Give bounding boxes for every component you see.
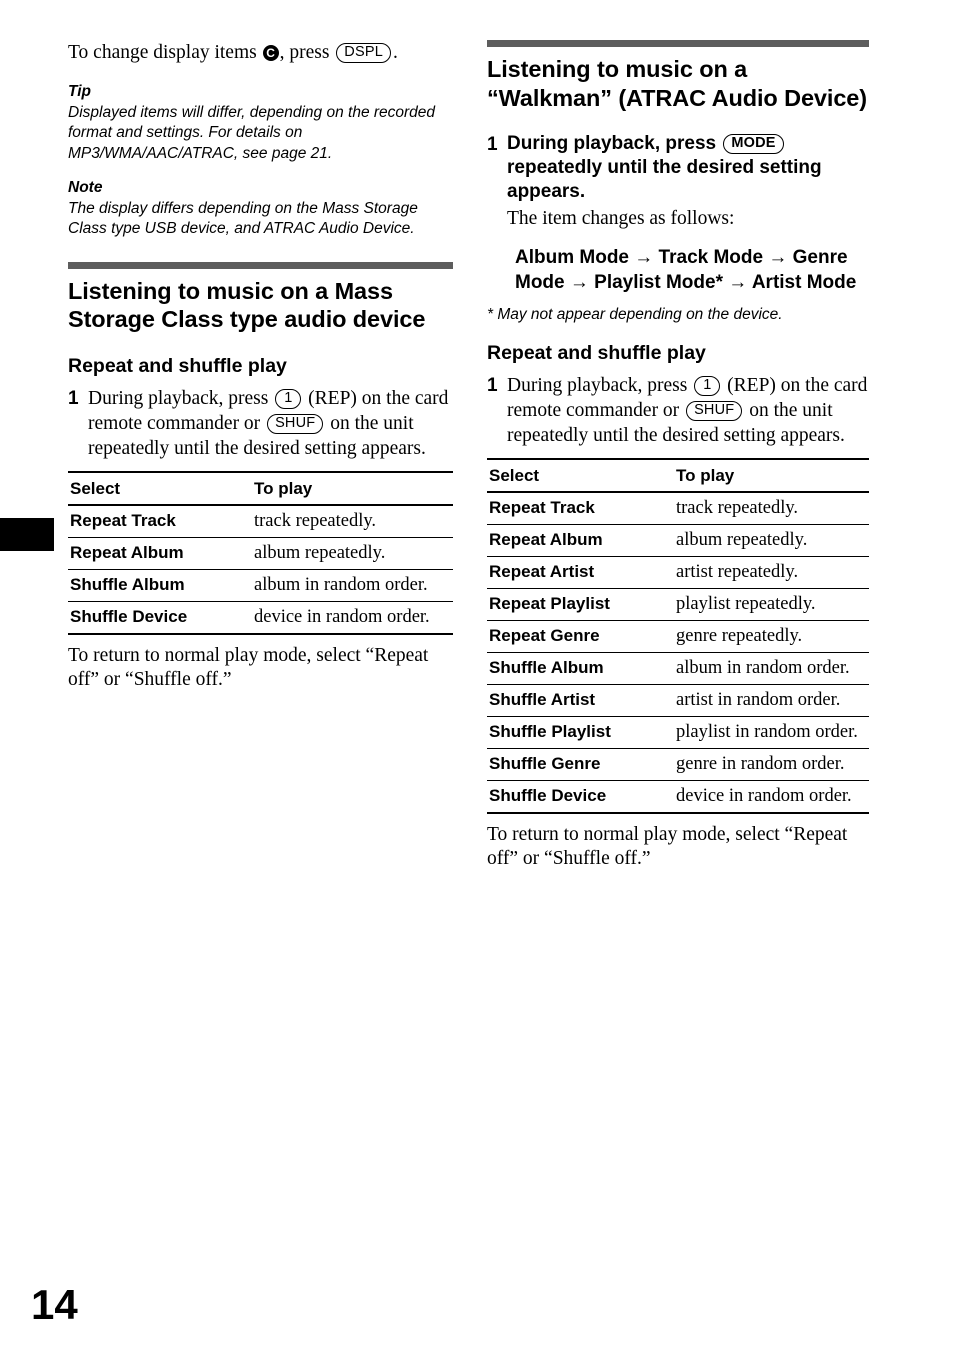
table-body-right <box>487 492 869 813</box>
step-text-part3-left: on the unit repeatedly until the desired setting appears. <box>88 412 426 459</box>
section-divider-rule <box>68 262 453 269</box>
mode-key-icon: MODE <box>723 134 783 154</box>
intro-text-end: . <box>392 42 398 63</box>
step-number-right-second: 1 <box>487 375 498 396</box>
subsection-title-repeat-shuffle-right: Repeat and shuffle play <box>487 342 706 364</box>
tip-body: Displayed items will differ, depending on the recorded format and settings. For details on MP3/WMA/AAC/ATRAC, see page 21. <box>68 103 436 162</box>
mode-sequence-flow: Album Mode → Track Mode → Genre Mode → Playlist Mode* → Artist Mode <box>515 247 857 293</box>
table-cell-toplay: track repeatedly. <box>252 505 453 538</box>
step-instruction-right <box>507 132 869 204</box>
table-cell-toplay: album repeatedly. <box>674 525 869 557</box>
rep-key-icon-left: 1 <box>275 389 301 409</box>
table-row <box>487 525 869 557</box>
table-row <box>487 653 869 685</box>
step-body-right <box>507 132 869 231</box>
table-header-toplay-left: To play <box>252 472 453 505</box>
table-cell-select: Shuffle Genre <box>487 749 674 781</box>
table-cell-toplay: album in random order. <box>674 653 869 685</box>
table-row <box>68 569 453 601</box>
table-header-select-right: Select <box>487 459 674 492</box>
step-1-left <box>68 386 453 461</box>
table-row <box>487 717 869 749</box>
repeat-shuffle-table-left <box>68 471 453 635</box>
left-column <box>68 40 453 692</box>
table-row <box>68 601 453 634</box>
table-cell-select: Repeat Genre <box>487 621 674 653</box>
table-cell-select: Shuffle Device <box>68 601 252 634</box>
table-cell-select: Shuffle Album <box>68 569 252 601</box>
table-cell-select: Repeat Track <box>487 492 674 525</box>
table-header-row-left <box>68 472 453 505</box>
step-body-right-second <box>507 373 869 448</box>
step-text-part2-right: repeatedly until the desired setting appears. <box>507 157 822 202</box>
subsection-title-repeat-shuffle-left: Repeat and shuffle play <box>68 354 287 377</box>
step-number-left: 1 <box>68 387 79 409</box>
table-cell-toplay: playlist repeatedly. <box>674 589 869 621</box>
intro-text-middle: , press <box>279 42 335 63</box>
table-row <box>68 537 453 569</box>
table-cell-select: Shuffle Playlist <box>487 717 674 749</box>
table-head-left <box>68 472 453 505</box>
table-row <box>68 505 453 538</box>
table-cell-select: Repeat Artist <box>487 557 674 589</box>
table-header-row-right <box>487 459 869 492</box>
table-row <box>487 557 869 589</box>
circled-c-badge-icon: C <box>263 45 279 61</box>
intro-text-before: To change display items <box>68 42 262 63</box>
rep-key-icon-right: 1 <box>694 376 720 396</box>
note-body: The display differs depending on the Mass Storage Class type USB device, and ATRAC Audio Device. <box>68 199 418 237</box>
table-row <box>487 749 869 781</box>
table-cell-toplay: device in random order. <box>252 601 453 634</box>
table-cell-toplay: album repeatedly. <box>252 537 453 569</box>
table-cell-select: Shuffle Album <box>487 653 674 685</box>
step-number-right: 1 <box>487 134 498 155</box>
shuf-key-icon-right: SHUF <box>686 401 742 421</box>
table-row <box>487 685 869 717</box>
tip-heading: Tip <box>68 83 91 100</box>
table-row <box>487 492 869 525</box>
table-header-select-left: Select <box>68 472 252 505</box>
table-row <box>487 781 869 814</box>
step-text-part3-right-second: on the unit repeatedly until the desired setting appears. <box>507 400 845 446</box>
return-to-normal-note-left: To return to normal play mode, select “Repeat off” or “Shuffle off.” <box>68 644 429 690</box>
step-text-part2-left: (REP) on the card remote commander or <box>88 387 449 434</box>
step-text-part1-right: During playback, press <box>507 133 722 154</box>
section-divider-rule-right <box>487 40 869 47</box>
table-cell-toplay: artist repeatedly. <box>674 557 869 589</box>
step-body-left <box>88 386 453 461</box>
table-cell-toplay: playlist in random order. <box>674 717 869 749</box>
return-to-normal-note-right: To return to normal play mode, select “Repeat off” or “Shuffle off.” <box>487 824 848 869</box>
display-items-instruction <box>68 40 453 66</box>
table-cell-select: Repeat Playlist <box>487 589 674 621</box>
step-text-part2-right-second: (REP) on the card remote commander or <box>507 375 868 421</box>
step-instruction-left <box>88 386 453 461</box>
mode-sequence-footnote: * May not appear depending on the device. <box>487 306 783 323</box>
table-cell-select: Repeat Album <box>487 525 674 557</box>
section-title-walkman: Listening to music on a “Walkman” (ATRAC Audio Device) <box>487 56 867 111</box>
table-body-left <box>68 505 453 634</box>
step-text-part1-left: During playback, press <box>88 387 274 409</box>
step-subtext-right: The item changes as follows: <box>507 208 735 229</box>
note-heading: Note <box>68 179 103 196</box>
step-1-right <box>487 132 869 231</box>
table-header-toplay-right: To play <box>674 459 869 492</box>
step-text-part1-right-second: During playback, press <box>507 375 693 396</box>
table-cell-toplay: album in random order. <box>252 569 453 601</box>
right-column <box>487 40 869 871</box>
table-row <box>487 589 869 621</box>
table-cell-select: Shuffle Device <box>487 781 674 814</box>
repeat-shuffle-table-right <box>487 458 869 814</box>
page-number: 14 <box>31 1281 78 1328</box>
table-cell-select: Shuffle Artist <box>487 685 674 717</box>
table-cell-select: Repeat Album <box>68 537 252 569</box>
dspl-key-icon: DSPL <box>336 43 391 63</box>
section-title-mass-storage: Listening to music on a Mass Storage Class type audio device <box>68 277 426 332</box>
table-head-right <box>487 459 869 492</box>
table-cell-toplay: track repeatedly. <box>674 492 869 525</box>
table-row <box>487 621 869 653</box>
page-edge-tab-marker <box>0 518 54 551</box>
step-1-right-second <box>487 373 869 448</box>
step-instruction-right-second <box>507 373 869 448</box>
shuf-key-icon-left: SHUF <box>267 414 323 434</box>
table-cell-toplay: genre repeatedly. <box>674 621 869 653</box>
table-cell-toplay: artist in random order. <box>674 685 869 717</box>
table-cell-toplay: device in random order. <box>674 781 869 814</box>
table-cell-toplay: genre in random order. <box>674 749 869 781</box>
table-cell-select: Repeat Track <box>68 505 252 538</box>
